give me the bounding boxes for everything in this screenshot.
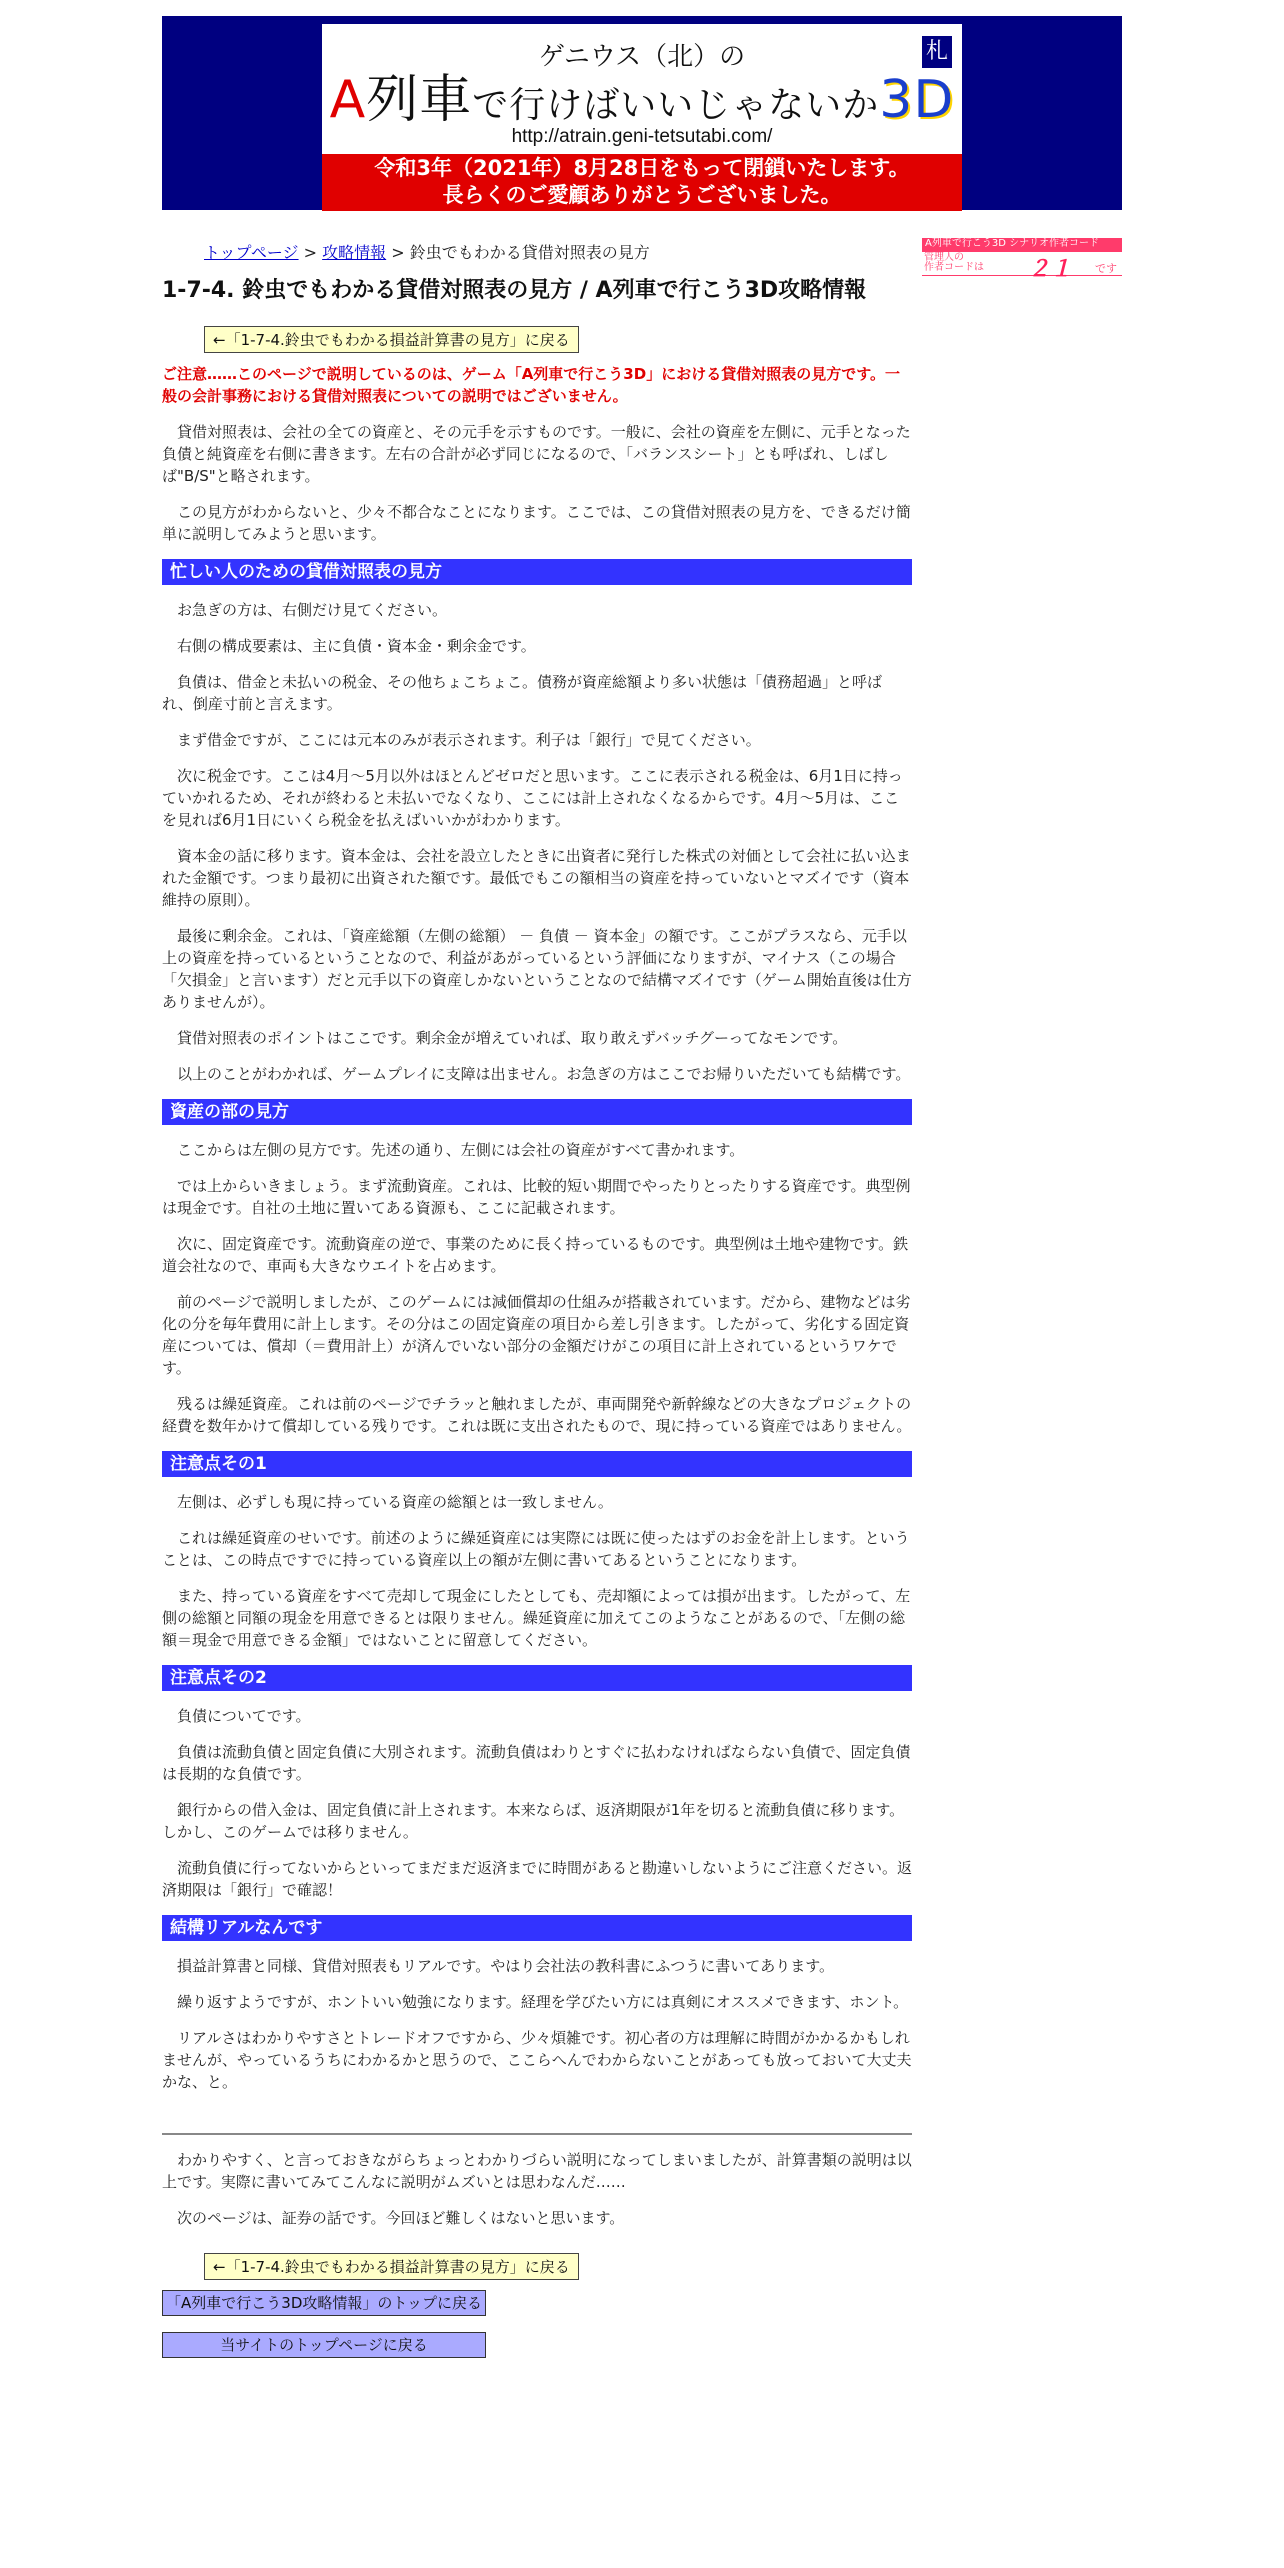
closing-paragraph: わかりやすく、と言っておきながらちょっとわかりづらい説明になってしまいましたが、計算書類の説明は以上です。実際に書いてみてこんなに説明がムズいとは思わなんだ…… (162, 2151, 912, 2191)
closure-notice-line2: 長らくのご愛顧ありがとうございました。 (442, 183, 842, 207)
section-paragraph: 資本金の話に移ります。資本金は、会社を設立したときに出資者に発行した株式の対価として会社に払い込まれた金額です。つまり最初に出資された額です。最低でもこの額相当の資産を持っていないとマズイです（資本維持の原則）。 (162, 847, 911, 909)
site-banner (162, 16, 1122, 210)
closure-notice-line1: 令和3年（2021年）8月28日をもって閉鎖いたします。 (374, 156, 910, 180)
back-to-prev-button-bottom[interactable]: ←「1-7-4.鈴虫でもわかる損益計算書の見方」に戻る (204, 2253, 579, 2280)
section-paragraph: 残るは繰延資産。これは前のページでチラッと触れましたが、車両開発や新幹線などの大きなプロジェクトの経費を数年かけて償却している残りです。これは既に支出されたもので、現に持っている資産ではありません。 (162, 1395, 912, 1435)
title-3d: 3D (879, 70, 955, 130)
main-content (162, 240, 912, 2358)
section-paragraph: リアルさはわかりやすさとトレードオフですから、少々煩雑です。初心者の方は理解に時間がかかるかもしれませんが、やっているうちにわかるかと思うので、ここらへんでわからないことがあっても放っておいて大丈夫かな、と。 (162, 2029, 912, 2091)
banner-logo[interactable] (322, 24, 962, 207)
section-paragraph: 貸借対照表のポイントはここです。剰余金が増えていれば、取り敢えずバッチグーってなモンです。 (177, 1029, 848, 1047)
breadcrumb-sep: > (386, 243, 410, 262)
section-paragraph: お急ぎの方は、右側だけ見てください。 (177, 601, 448, 619)
closure-notice (322, 154, 962, 211)
section-paragraph: 最後に剰余金。これは、「資産総額（左側の総額） － 負債 － 資本金」の額です。ここがプラスなら、元手以上の資産を持っているということなので、利益があがっているという評価になりますが、マイナス（この場合「欠損金」と言います）だと元手以下の資産しかないということなので結構マズイです（ゲーム開始直後は仕方ありませんが）。 (162, 927, 912, 1011)
caution-notice: ご注意……このページで説明しているのは、ゲーム「A列車で行こう3D」における貸借対照表の見方です。一般の会計事務における貸借対照表についての説明ではございません。 (162, 365, 901, 405)
author-code-label-2: 作者コードは (924, 262, 984, 273)
section-paragraph: 次に、固定資産です。流動資産の逆で、事業のために長く持っているものです。典型例は土地や建物です。鉄道会社なので、車両も大きなウエイトを占めます。 (162, 1235, 909, 1275)
page-title: 1-7-4. 鈴虫でもわかる貸借対照表の見方 / A列車で行こう3D攻略情報 (162, 278, 867, 303)
section-paragraph: 負債についてです。 (177, 1707, 311, 1725)
section-paragraph: 負債は、借金と未払いの税金、その他ちょこちょこ。債務が資産総額より多い状態は「債務超過」と呼ばれ、倒産寸前と言えます。 (162, 673, 883, 713)
author-code-label-1: 管理人の (924, 252, 964, 263)
author-code-number: ２１ (1028, 257, 1073, 282)
breadcrumb-current: 鈴虫でもわかる貸借対照表の見方 (409, 243, 650, 262)
section-paragraph: 銀行からの借入金は、固定負債に計上されます。本来ならば、返済期限が1年を切ると流動負債に移ります。しかし、このゲームでは移りません。 (162, 1801, 905, 1841)
breadcrumb-section-link[interactable]: 攻略情報 (322, 243, 387, 262)
section-paragraph: では上からいきましょう。まず流動資産。これは、比較的短い期間でやったりとったりする資産です。典型例は現金です。自社の土地に置いてある資源も、ここに記載されます。 (162, 1177, 911, 1217)
guide-top-button[interactable]: 「A列車で行こう3D攻略情報」のトップに戻る (162, 2290, 486, 2316)
breadcrumb-home-link[interactable]: トップページ (204, 243, 299, 262)
intro-paragraph: この見方がわからないと、少々不都合なことになります。ここでは、この貸借対照表の見方を、できるだけ簡単に説明してみようと思います。 (162, 503, 911, 543)
author-code-title: A列車で行こう3D シナリオ作者コード (925, 238, 1099, 249)
section-paragraph: 右側の構成要素は、主に負債・資本金・剰余金です。 (177, 637, 536, 655)
section-paragraph: これは繰延資産のせいです。前述のように繰延資産には実際には既に使ったはずのお金を計上します。ということは、この時点ですでに持っている資産以上の額が左側に書いてあるということになります。 (162, 1529, 910, 1569)
section-paragraph: 以上のことがわかれば、ゲームプレイに支障は出ません。お急ぎの方はここでお帰りいただいても結構です。 (177, 1065, 911, 1083)
section-paragraph: まず借金ですが、ここには元本のみが表示されます。利子は「銀行」で見てください。 (177, 731, 761, 749)
banner-url: http://atrain.geni-tetsutabi.com/ (511, 126, 773, 147)
section-heading: 注意点その1 (162, 1451, 912, 1477)
section-paragraph: また、持っている資産をすべて売却して現金にしたとしても、売却額によっては損が出ます。したがって、左側の総額と同額の現金を用意できるとは限りません。繰延資産に加えてこのようなことがあるので、「左側の総額＝現金で用意できる金額」ではないことに留意してください。 (162, 1587, 911, 1649)
author-code-label (924, 253, 984, 273)
breadcrumb-sep: > (298, 243, 323, 262)
divider (162, 2133, 912, 2135)
title-mid: 列車 (366, 70, 473, 130)
author-code-box (922, 238, 1122, 282)
section-heading: 結構リアルなんです (162, 1915, 912, 1941)
back-to-prev-button[interactable]: ←「1-7-4.鈴虫でもわかる損益計算書の見方」に戻る (204, 326, 579, 353)
section-paragraph: ここからは左側の見方です。先述の通り、左側には会社の資産がすべて書かれます。 (177, 1141, 745, 1159)
section-paragraph: 前のページで説明しましたが、このゲームには減価償却の仕組みが搭載されています。だから、建物などは劣化の分を毎年費用に計上します。その分はこの固定資産の項目から差し引きます。したがって、劣化する固定資産については、償却（＝費用計上）が済んでいない部分の金額だけがこの項目に計上されているというワケです。 (162, 1293, 911, 1377)
section-paragraph: 次に税金です。ここは4月～5月以外はほとんどゼロだと思います。ここに表示される税金は、6月1日に持っていかれるため、それが終わると未払いでなくなり、ここには計上されなくなるからです。4月～5月は、ここを見れば6月1日にいくら税金を払えばいいかがわかります。 (162, 767, 903, 829)
section-paragraph: 繰り返すようですが、ホントいい勉強になります。経理を学びたい方には真剣にオススメできます、ホント。 (177, 1993, 909, 2011)
section-heading: 資産の部の見方 (162, 1099, 912, 1125)
section-paragraph: 損益計算書と同様、貸借対照表もリアルです。やはり会社法の教科書にふつうに書いてあります。 (177, 1957, 835, 1975)
site-top-button[interactable]: 当サイトのトップページに戻る (162, 2332, 486, 2358)
banner-subtitle: ゲニウス（北）の (538, 42, 746, 72)
breadcrumb (204, 240, 912, 266)
title-a: A (329, 70, 367, 130)
banner-badge: 札 (922, 36, 952, 68)
intro-paragraph: 貸借対照表は、会社の全ての資産と、その元手を示すものです。一般に、会社の資産を左側に、元手となった負債と純資産を右側に書きます。左右の合計が必ず同じになるので、「バランスシート」とも呼ばれ、しばしば"B/S"と略されます。 (162, 423, 911, 485)
title-rest: で行けばいいじゃないか (472, 85, 880, 126)
section-paragraph: 負債は流動負債と固定負債に大別されます。流動負債はわりとすぐに払わなければならない負債で、固定負債は長期的な負債です。 (162, 1743, 911, 1783)
section-paragraph: 左側は、必ずしも現に持っている資産の総額とは一致しません。 (177, 1493, 613, 1511)
author-code-suffix: です (1095, 262, 1117, 275)
author-code-body (922, 251, 1122, 282)
section-heading: 注意点その2 (162, 1665, 912, 1691)
section-paragraph: 流動負債に行ってないからといってまだまだ返済までに時間があると勘違いしないようにご注意ください。返済期限は「銀行」で確認！ (162, 1859, 913, 1899)
section-heading: 忙しい人のための貸借対照表の見方 (162, 559, 912, 585)
closing-paragraph: 次のページは、証券の話です。今回ほど難しくはないと思います。 (177, 2209, 625, 2227)
